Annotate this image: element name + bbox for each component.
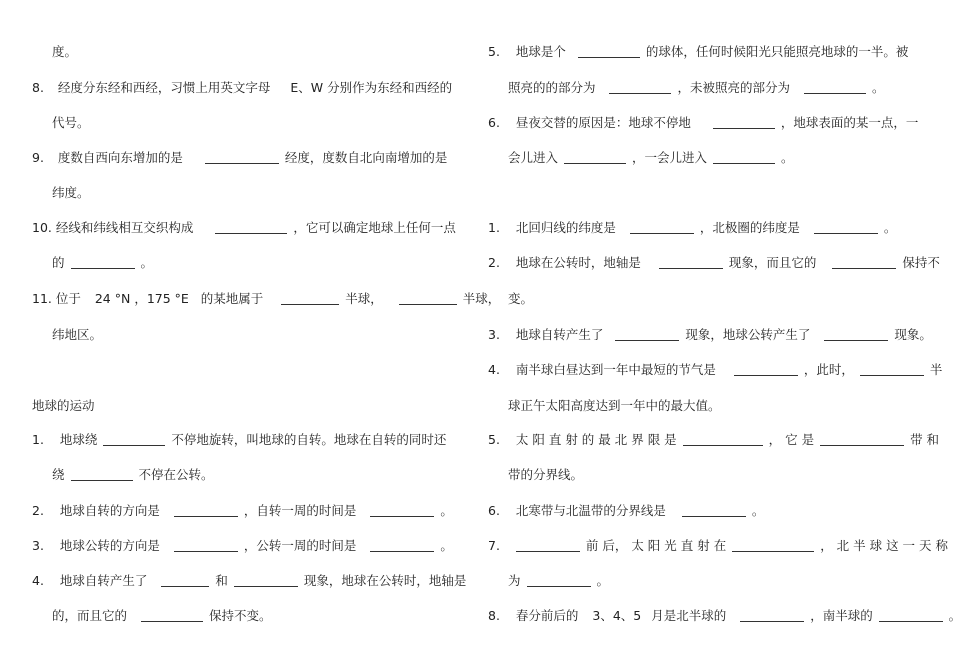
question-text: ，未被照亮的部分为 <box>677 80 790 95</box>
answer-blank[interactable] <box>659 254 723 269</box>
question-text: 的，而且它的 <box>52 608 128 623</box>
answer-blank[interactable] <box>564 149 626 164</box>
question-text: 的某地属于 <box>200 291 264 306</box>
answer-blank[interactable] <box>832 254 896 269</box>
question-text: 会儿进入 <box>508 150 559 165</box>
answer-blank[interactable] <box>516 537 580 552</box>
question-text: 度数自西向东增加的是 <box>57 150 183 165</box>
question-text: 。 <box>440 538 453 553</box>
lat-question-4 <box>488 360 942 380</box>
answer-blank[interactable] <box>281 290 339 305</box>
motion-question-2 <box>32 501 453 521</box>
question-text: 不停在公转。 <box>138 467 214 482</box>
question-text: 经线和纬线相互交织构成 <box>55 220 194 235</box>
lat-question-7-cont <box>508 571 609 591</box>
lat-question-5 <box>488 430 939 450</box>
answer-blank[interactable] <box>683 431 763 446</box>
question-number: 1. <box>488 220 500 235</box>
question-text: 纬度。 <box>52 185 90 200</box>
question-6-cont <box>508 148 793 168</box>
question-11 <box>32 289 500 309</box>
question-text: 地球自转产生了 <box>59 573 148 588</box>
question-text: 纬地区。 <box>52 327 103 342</box>
question-text: 。 <box>780 150 794 165</box>
question-number: 2. <box>488 255 500 270</box>
question-text: ，此时， <box>803 362 854 377</box>
question-text: 现象，而且它的 <box>728 255 817 270</box>
question-number: 6. <box>488 503 500 518</box>
question-text: 分别作为东经和西经的 <box>327 80 453 95</box>
question-text: 太 阳 直 射 的 最 北 界 限 是 <box>515 432 677 447</box>
question-text: 变。 <box>508 291 534 306</box>
question-text: 保持不变。 <box>208 608 272 623</box>
answer-blank[interactable] <box>734 361 798 376</box>
answer-blank[interactable] <box>615 326 679 341</box>
answer-blank[interactable] <box>860 361 924 376</box>
question-text: 半 <box>929 362 943 377</box>
answer-blank[interactable] <box>527 572 591 587</box>
question-number: 3. <box>488 327 500 342</box>
question-number: 7. <box>488 538 500 553</box>
question-text: 。 <box>440 503 453 518</box>
question-8 <box>32 78 452 98</box>
lat-question-2 <box>488 253 940 273</box>
answer-blank[interactable] <box>820 431 904 446</box>
question-number: 10. <box>32 220 52 235</box>
question-number: 8. <box>32 80 44 95</box>
question-text: 不停地旋转，叫地球的自转。地球在自转的同时还 <box>171 432 447 447</box>
question-text: ， 它 是 <box>768 432 815 447</box>
answer-blank[interactable] <box>713 149 775 164</box>
answer-blank[interactable] <box>141 607 203 622</box>
question-text: 月是北半球的 <box>651 608 727 623</box>
question-text: 地球是个 <box>515 44 566 59</box>
question-text: ，一会儿进入 <box>631 150 707 165</box>
question-text: 现象，地球在公转时，地轴是 <box>303 573 467 588</box>
answer-blank[interactable] <box>215 219 287 234</box>
answer-blank[interactable] <box>630 219 694 234</box>
question-text: 南半球白昼达到一年中最短的节气是 <box>515 362 716 377</box>
question-text: 照亮的的部分为 <box>508 80 596 95</box>
answer-blank[interactable] <box>814 219 878 234</box>
section-title <box>32 396 95 416</box>
question-text: ，南半球的 <box>810 608 873 623</box>
question-text: 3、4、5 <box>592 608 642 623</box>
question-text: 球正午太阳高度达到一年中的最大值。 <box>508 398 721 413</box>
answer-blank[interactable] <box>824 326 888 341</box>
question-text: 绕 <box>52 467 65 482</box>
question-text: 北回归线的纬度是 <box>515 220 616 235</box>
question-text: 。 <box>140 255 153 270</box>
lat-question-1 <box>488 218 896 238</box>
question-9 <box>32 148 447 168</box>
question-number: 8. <box>488 608 500 623</box>
answer-blank[interactable] <box>879 607 943 622</box>
question-text: 地球绕 <box>59 432 98 447</box>
question-5-cont <box>508 78 884 98</box>
question-number: 2. <box>32 503 44 518</box>
question-text: 带 和 <box>910 432 940 447</box>
lat-question-2-cont <box>508 289 533 309</box>
motion-question-3 <box>32 536 453 556</box>
question-text: ，它可以确定地球上任何一点 <box>293 220 456 235</box>
question-number: 1. <box>32 432 44 447</box>
question-text: 经度分东经和西经，习惯上用英文字母 <box>57 80 271 95</box>
answer-blank[interactable] <box>713 114 775 129</box>
question-10-cont <box>52 253 153 273</box>
question-text: 24 °N ，175 °E <box>94 291 189 306</box>
question-number: 5. <box>488 432 500 447</box>
line-text: 度。 <box>52 44 78 59</box>
question-number: 6. <box>488 115 500 130</box>
question-text: 。 <box>596 573 609 588</box>
answer-blank[interactable] <box>578 43 640 58</box>
question-text: 北寒带与北温带的分界线是 <box>515 503 666 518</box>
question-number: 3. <box>32 538 44 553</box>
question-text: 为 <box>508 573 521 588</box>
motion-question-4 <box>32 571 466 591</box>
lat-question-4-cont <box>508 396 721 416</box>
question-number: 4. <box>32 573 44 588</box>
question-number: 9. <box>32 150 44 165</box>
question-text: 半球， <box>462 291 501 306</box>
continued-text <box>52 42 77 62</box>
question-number: 5. <box>488 44 500 59</box>
answer-blank[interactable] <box>732 537 814 552</box>
question-text: 地球在公转时，地轴是 <box>515 255 641 270</box>
lat-question-3 <box>488 325 932 345</box>
answer-blank[interactable] <box>370 537 434 552</box>
question-text: 现象，地球公转产生了 <box>685 327 811 342</box>
answer-blank[interactable] <box>71 466 133 481</box>
question-text: 带的分界线。 <box>508 467 584 482</box>
question-text: ，北极圈的纬度是 <box>699 220 800 235</box>
question-number: 11. <box>32 291 52 306</box>
question-5 <box>488 42 908 62</box>
answer-blank[interactable] <box>682 502 746 517</box>
question-10 <box>32 218 456 238</box>
question-text: 前 后， 太 阳 光 直 射 在 <box>585 538 727 553</box>
lat-question-7 <box>488 536 948 556</box>
question-number: 4. <box>488 362 500 377</box>
question-text: ，公转一周的时间是 <box>243 538 357 553</box>
question-text: 的 <box>52 255 65 270</box>
question-6 <box>488 113 918 133</box>
question-text: 。 <box>751 503 765 518</box>
lat-question-5-cont <box>508 465 583 485</box>
answer-blank[interactable] <box>370 502 434 517</box>
question-text: E、W <box>290 80 324 95</box>
question-text: ，地球表面的某一点，一 <box>780 115 919 130</box>
lat-question-8 <box>488 606 961 626</box>
answer-blank[interactable] <box>399 290 457 305</box>
question-text: ， 北 半 球 这 一 天 称 <box>820 538 949 553</box>
motion-question-1-cont <box>52 465 214 485</box>
question-text: 。 <box>871 80 885 95</box>
question-text: 地球公转的方向是 <box>59 538 160 553</box>
question-text: 。 <box>948 608 961 623</box>
lat-question-6 <box>488 501 764 521</box>
question-text: 经度，度数自北向南增加的是 <box>284 150 448 165</box>
answer-blank[interactable] <box>234 572 298 587</box>
answer-blank[interactable] <box>804 79 866 94</box>
question-text: 和 <box>215 573 228 588</box>
question-8-cont <box>52 113 90 133</box>
question-text: 代号。 <box>52 115 90 130</box>
question-text: 的球体，任何时候阳光只能照亮地球的一半。被 <box>645 44 909 59</box>
question-11-cont <box>52 325 102 345</box>
answer-blank[interactable] <box>740 607 804 622</box>
answer-blank[interactable] <box>174 537 238 552</box>
motion-question-1 <box>32 430 446 450</box>
question-text: 春分前后的 <box>515 608 579 623</box>
answer-blank[interactable] <box>174 502 238 517</box>
question-text: ，自转一周的时间是 <box>243 503 357 518</box>
question-text: 地球自转的方向是 <box>59 503 160 518</box>
question-text: 地球自转产生了 <box>515 327 604 342</box>
question-text: 现象。 <box>894 327 932 342</box>
question-9-cont <box>52 183 90 203</box>
question-text: 保持不 <box>902 255 940 270</box>
question-text: 。 <box>883 220 897 235</box>
answer-blank[interactable] <box>161 572 209 587</box>
answer-blank[interactable] <box>609 79 671 94</box>
question-text: 位于 <box>55 291 81 306</box>
question-text: 昼夜交替的原因是：地球不停地 <box>515 115 691 130</box>
question-text: 半球， <box>345 291 383 306</box>
answer-blank[interactable] <box>71 254 135 269</box>
answer-blank[interactable] <box>205 149 279 164</box>
answer-blank[interactable] <box>103 431 165 446</box>
motion-question-4-cont <box>52 606 271 626</box>
section-heading: 地球的运动 <box>32 398 95 413</box>
